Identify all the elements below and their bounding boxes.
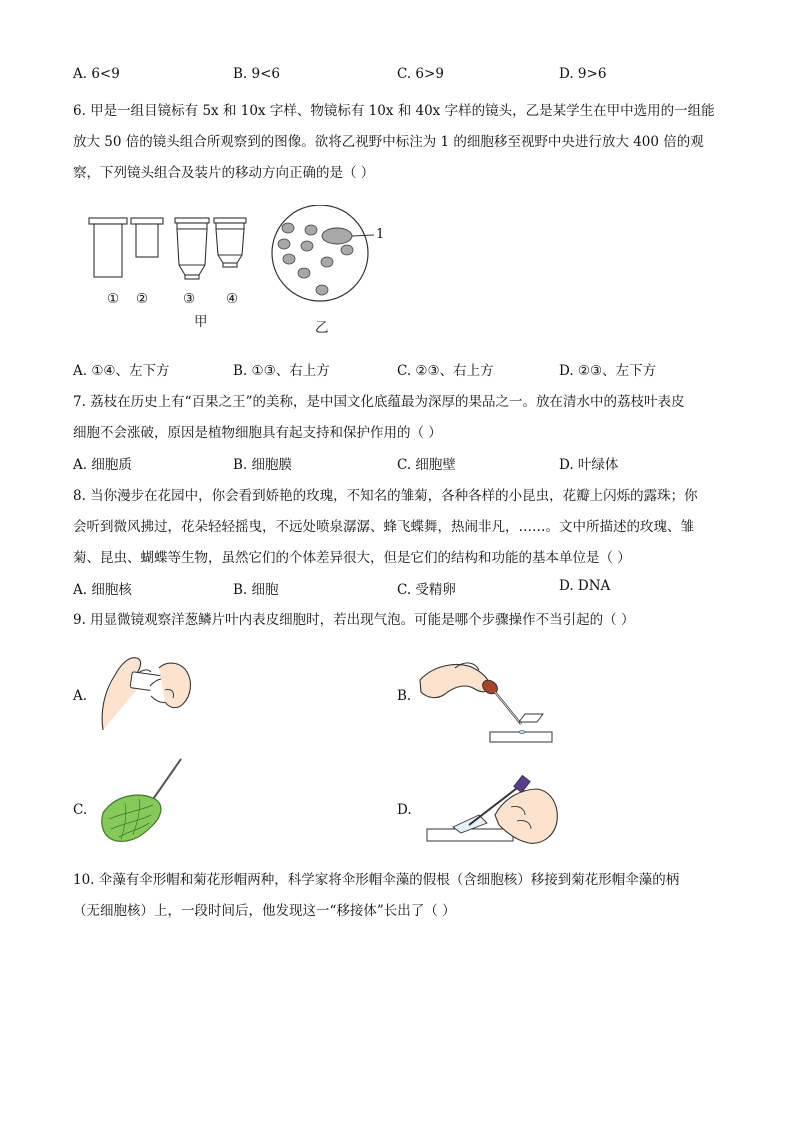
q10-stem-line-1: 10. 伞藻有伞形帽和菊花形帽两种，科学家将伞形帽伞藻的假根（含细胞核）移接到菊花形帽伞藻的柄	[73, 872, 680, 888]
lens-label-1: ①	[107, 291, 120, 307]
q9-option-a[interactable]: A.	[73, 688, 88, 704]
q9-option-c[interactable]: C.	[73, 802, 88, 818]
q5-option-c[interactable]: C. 6>9	[397, 66, 444, 82]
q6-stem-line-2: 放大 50 倍的镜头组合所观察到的图像。欲将乙视野中标注为 1 的细胞移至视野中央进行放大 400 倍的观	[73, 134, 704, 150]
q7-stem-line-1: 7. 荔枝在历史上有“百果之王”的美称，是中国文化底蕴最为深厚的果品之一。放在清水中的荔枝叶表皮	[73, 394, 685, 410]
q8-option-c[interactable]: C. 受精卵	[397, 582, 456, 598]
q7-option-a[interactable]: A. 细胞质	[73, 457, 132, 473]
q5-option-b[interactable]: B. 9<6	[233, 66, 280, 82]
eyepiece-lens-2	[131, 218, 163, 257]
q9-image-b-dropper-on-slide	[415, 650, 560, 750]
q6-option-d[interactable]: D. ②③、左下方	[559, 363, 657, 379]
q10-stem-line-2: （无细胞核）上，一段时间后，他发现这一“移接体”长出了（ ）	[73, 903, 456, 919]
q9-stem-line-1: 9. 用显微镜观察洋葱鳞片叶内表皮细胞时，若出现气泡。可能是哪个步骤操作不当引起的（ ）	[73, 612, 635, 628]
lens-label-4: ④	[226, 291, 239, 307]
q8-option-d[interactable]: D. DNA	[559, 578, 611, 594]
q5-option-a[interactable]: A. 6<9	[73, 66, 120, 82]
cell-1-label: 1	[376, 227, 385, 242]
q7-stem-line-2: 细胞不会涨破，原因是植物细胞具有起支持和保护作用的（ ）	[73, 425, 442, 441]
lens-label-3: ③	[183, 291, 196, 307]
lens-label-2: ②	[136, 291, 149, 307]
q6-option-b[interactable]: B. ①③、右上方	[233, 363, 330, 379]
q9-image-a-wiping-slide	[95, 650, 195, 735]
objective-lens-4	[214, 218, 246, 267]
objective-lens-3	[175, 218, 209, 279]
q8-option-a[interactable]: A. 细胞核	[73, 582, 132, 598]
eyepiece-lens-1	[89, 218, 127, 277]
q8-stem-line-2: 会听到微风拂过，花朵轻轻摇曳，不远处喷泉潺潺、蜂飞蝶舞，热闹非凡，……。文中所描述的玫瑰、雏	[73, 519, 694, 535]
field-of-view	[272, 205, 374, 301]
q7-option-b[interactable]: B. 细胞膜	[233, 457, 293, 473]
figure-label-jia: 甲	[194, 314, 208, 330]
q9-option-b[interactable]: B.	[397, 688, 412, 704]
q9-option-d[interactable]: D.	[397, 802, 412, 818]
q9-image-c-onion-epidermis	[95, 755, 190, 850]
q7-option-c[interactable]: C. 细胞壁	[397, 457, 456, 473]
q5-option-d[interactable]: D. 9>6	[559, 66, 607, 82]
q6-stem-line-3: 察，下列镜头组合及装片的移动方向正确的是（ ）	[73, 165, 375, 181]
q6-option-a[interactable]: A. ①④、左下方	[73, 363, 170, 379]
figure-label-yi: 乙	[315, 320, 329, 336]
q7-option-d[interactable]: D. 叶绿体	[559, 457, 619, 473]
q6-stem-line-1: 6. 甲是一组目镜标有 5x 和 10x 字样、物镜标有 10x 和 40x 字样的镜头，乙是某学生在甲中选用的一组能	[73, 103, 715, 119]
q6-figure-lenses-and-view	[80, 205, 400, 345]
q8-option-b[interactable]: B. 细胞	[233, 582, 279, 598]
cell-1	[322, 228, 352, 244]
q6-option-c[interactable]: C. ②③、右上方	[397, 363, 494, 379]
q8-stem-line-1: 8. 当你漫步在花园中，你会看到娇艳的玫瑰，不知名的雏菊，各种各样的小昆虫，花瓣上闪烁的露珠；你	[73, 488, 698, 504]
q8-stem-line-3: 菊、昆虫、蝴蝶等生物，虽然它们的个体差异很大，但是它们的结构和功能的基本单位是（ ）	[73, 550, 631, 566]
q9-image-d-placing-coverslip	[425, 775, 565, 855]
